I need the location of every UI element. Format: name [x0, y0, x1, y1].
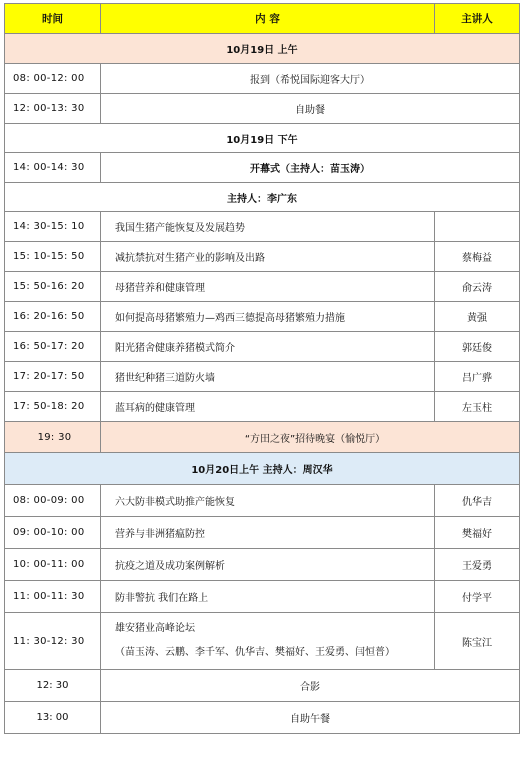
- topic-cell: 抗疫之道及成功案例解析: [101, 549, 435, 581]
- topic-cell: 猪世纪种猪三道防火墙: [101, 362, 435, 392]
- table-row: [5, 581, 520, 613]
- table-row: [5, 94, 520, 124]
- time-cell: 17: 50-18: 20: [5, 392, 101, 422]
- table-row: [5, 485, 520, 517]
- time-cell: 09: 00-10: 00: [5, 517, 101, 549]
- speaker-cell: 樊福好: [435, 517, 520, 549]
- section-row: [5, 183, 520, 212]
- table-row: [5, 517, 520, 549]
- topic-cell: “方田之夜”招待晚宴（愉悦厅）: [101, 422, 520, 453]
- table-row: [5, 392, 520, 422]
- time-cell: 16: 50-17: 20: [5, 332, 101, 362]
- time-cell: 15: 50-16: 20: [5, 272, 101, 302]
- time-cell: 12: 30: [5, 670, 101, 702]
- forum-participants: （苗玉涛、云鹏、李千军、仇华吉、樊福好、王爱勇、闫恒普）: [115, 647, 395, 658]
- time-cell: 11: 30-12: 30: [5, 613, 101, 670]
- table-row: [5, 549, 520, 581]
- section-day1-am: 10月19日 上午: [5, 34, 520, 64]
- table-row: [5, 362, 520, 392]
- speaker-cell: 付学平: [435, 581, 520, 613]
- table-row: [5, 212, 520, 242]
- time-cell: 15: 10-15: 50: [5, 242, 101, 272]
- time-cell: 19: 30: [5, 422, 101, 453]
- evening-row: [5, 422, 520, 453]
- table-row: [5, 153, 520, 183]
- topic-cell: 蓝耳病的健康管理: [101, 392, 435, 422]
- time-cell: 08: 00-12: 00: [5, 64, 101, 94]
- topic-cell: 如何提高母猪繁殖力—鸡西三德提高母猪繁殖力措施: [101, 302, 435, 332]
- speaker-cell: 蔡梅益: [435, 242, 520, 272]
- topic-cell: 六大防非模式助推产能恢复: [101, 485, 435, 517]
- table-row: [5, 242, 520, 272]
- speaker-cell: 仇华吉: [435, 485, 520, 517]
- topic-cell: 合影: [101, 670, 520, 702]
- time-cell: 13: 00: [5, 702, 101, 734]
- section-row: [5, 34, 520, 64]
- topic-cell: 母猪营养和健康管理: [101, 272, 435, 302]
- topic-cell: 减抗禁抗对生猪产业的影响及出路: [101, 242, 435, 272]
- schedule-table: [4, 3, 520, 734]
- time-cell: 08: 00-09: 00: [5, 485, 101, 517]
- section-row: [5, 124, 520, 153]
- speaker-cell: 黄强: [435, 302, 520, 332]
- time-cell: 17: 20-17: 50: [5, 362, 101, 392]
- topic-cell: 自助餐: [101, 94, 520, 124]
- section-host-pm: 主持人：李广东: [5, 183, 520, 212]
- speaker-cell: 俞云涛: [435, 272, 520, 302]
- header-speaker: 主讲人: [435, 4, 520, 34]
- table-row: [5, 702, 520, 734]
- forum-row: [5, 613, 520, 670]
- topic-cell: 营养与非洲猪瘟防控: [101, 517, 435, 549]
- topic-cell: 阳光猪舍健康养猪模式简介: [101, 332, 435, 362]
- topic-cell: 开幕式（主持人：苗玉涛）: [101, 153, 520, 183]
- table-row: [5, 670, 520, 702]
- topic-cell: 我国生猪产能恢复及发展趋势: [101, 212, 435, 242]
- header-content: 内 容: [101, 4, 435, 34]
- speaker-cell: 左玉柱: [435, 392, 520, 422]
- time-cell: 10: 00-11: 00: [5, 549, 101, 581]
- table-row: [5, 302, 520, 332]
- time-cell: 16: 20-16: 50: [5, 302, 101, 332]
- speaker-cell: 陈宝江: [435, 613, 520, 670]
- table-row: [5, 272, 520, 302]
- section-day2-am: 10月20日上午 主持人：周汉华: [5, 453, 520, 485]
- section-day1-pm: 10月19日 下午: [5, 124, 520, 153]
- topic-cell: 报到（希悦国际迎客大厅）: [101, 64, 520, 94]
- forum-title: 雄安猪业高峰论坛: [115, 623, 195, 634]
- table-row: [5, 332, 520, 362]
- speaker-cell: [435, 212, 520, 242]
- time-cell: 11: 00-11: 30: [5, 581, 101, 613]
- topic-cell: 防非警抗 我们在路上: [101, 581, 435, 613]
- time-cell: 12: 00-13: 30: [5, 94, 101, 124]
- speaker-cell: 吕广骅: [435, 362, 520, 392]
- header-row: [5, 4, 520, 34]
- table-row: [5, 64, 520, 94]
- section-row: [5, 453, 520, 485]
- forum-topic-cell: [101, 613, 435, 670]
- time-cell: 14: 00-14: 30: [5, 153, 101, 183]
- speaker-cell: 王爱勇: [435, 549, 520, 581]
- time-cell: 14: 30-15: 10: [5, 212, 101, 242]
- header-time: 时间: [5, 4, 101, 34]
- speaker-cell: 郭廷俊: [435, 332, 520, 362]
- topic-cell: 自助午餐: [101, 702, 520, 734]
